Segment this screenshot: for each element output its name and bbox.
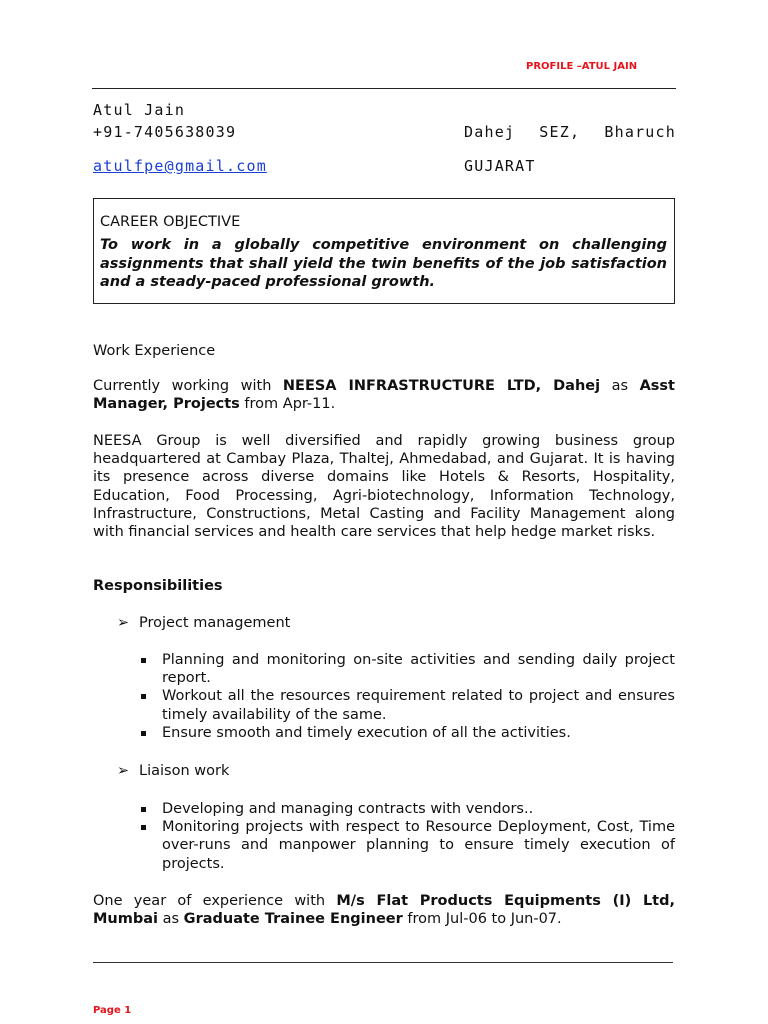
responsibility-group-title xyxy=(117,762,229,780)
square-bullet-icon xyxy=(141,825,146,830)
contact-email-link[interactable]: atulfpe@gmail.com xyxy=(93,157,267,175)
list-item xyxy=(162,651,675,687)
previous-job-paragraph xyxy=(93,892,675,928)
list-item xyxy=(162,818,675,873)
text-run: from Jul-06 to Jun-07. xyxy=(402,911,562,928)
group-title-text: Liaison work xyxy=(139,763,230,779)
square-bullet-icon xyxy=(141,658,146,663)
contact-phone: +91-7405638039 xyxy=(93,123,237,141)
list-item-text: Monitoring projects with respect to Resource Deployment, Cost, Time over-runs and manpower planning to ensure timely execution of projects. xyxy=(162,819,675,872)
career-objective-text: To work in a globally competitive environment on challenging assignments that shall yield the twin benefits of the job satisfaction and a steady-paced professional growth. xyxy=(100,237,667,290)
header-label: PROFILE –ATUL JAIN xyxy=(526,61,638,72)
page-number: Page 1 xyxy=(93,1005,132,1016)
work-experience-heading: Work Experience xyxy=(93,343,216,359)
responsibilities-heading: Responsibilities xyxy=(93,578,223,594)
list-item xyxy=(162,800,675,818)
liaison-work-list xyxy=(162,800,675,873)
career-objective-title: CAREER OBJECTIVE xyxy=(100,214,241,230)
arrow-bullet-icon: ➢ xyxy=(117,763,130,779)
square-bullet-icon xyxy=(141,694,146,699)
responsibility-group-title xyxy=(117,614,290,632)
arrow-bullet-icon: ➢ xyxy=(117,615,130,631)
text-run: from Apr-11. xyxy=(239,396,336,413)
current-job-paragraph xyxy=(93,377,675,413)
company-description: NEESA Group is well diversified and rapidly growing business group headquartered at Cambay Plaza, Thaltej, Ahmedabad, and Gujarat. It is having its presence across diverse domains like Hotels & Resorts, Hospitality, Education, Food Processing, Agri-biotechnology, Information Technology, Infrastructure, Constructions, Metal Casting and Facility Management along with financial services and health care services that help hedge market risks. xyxy=(93,433,675,541)
square-bullet-icon xyxy=(141,731,146,736)
list-item-text: Ensure smooth and timely execution of all the activities. xyxy=(162,724,571,741)
text-run: One year of experience with xyxy=(93,893,337,909)
list-item-text: Developing and managing contracts with vendors.. xyxy=(162,801,534,817)
text-run: Currently working with xyxy=(93,378,283,394)
contact-name: Atul Jain xyxy=(93,101,186,119)
project-management-list xyxy=(162,651,675,742)
group-title-text: Project management xyxy=(139,615,291,631)
company-name: M/s Flat Products Equipments (I) Ltd, Mumbai xyxy=(93,893,675,928)
contact-location-line2: GUJARAT xyxy=(464,157,536,175)
list-item-text: Workout all the resources requirement related to project and ensures timely availability of the same. xyxy=(162,688,675,723)
square-bullet-icon xyxy=(141,807,146,812)
header-divider xyxy=(92,88,676,89)
list-item xyxy=(162,724,675,742)
text-run: as xyxy=(600,378,640,394)
footer-divider xyxy=(93,962,673,963)
list-item xyxy=(162,687,675,723)
list-item-text: Planning and monitoring on-site activities and sending daily project report. xyxy=(162,652,675,687)
text-run: as xyxy=(158,911,184,928)
job-role: Graduate Trainee Engineer xyxy=(183,911,403,928)
company-name: NEESA INFRASTRUCTURE LTD, Dahej xyxy=(282,378,601,394)
contact-location-line1: Dahej SEZ, Bharuch xyxy=(464,123,676,141)
job-role: Asst Manager, Projects xyxy=(93,378,675,413)
